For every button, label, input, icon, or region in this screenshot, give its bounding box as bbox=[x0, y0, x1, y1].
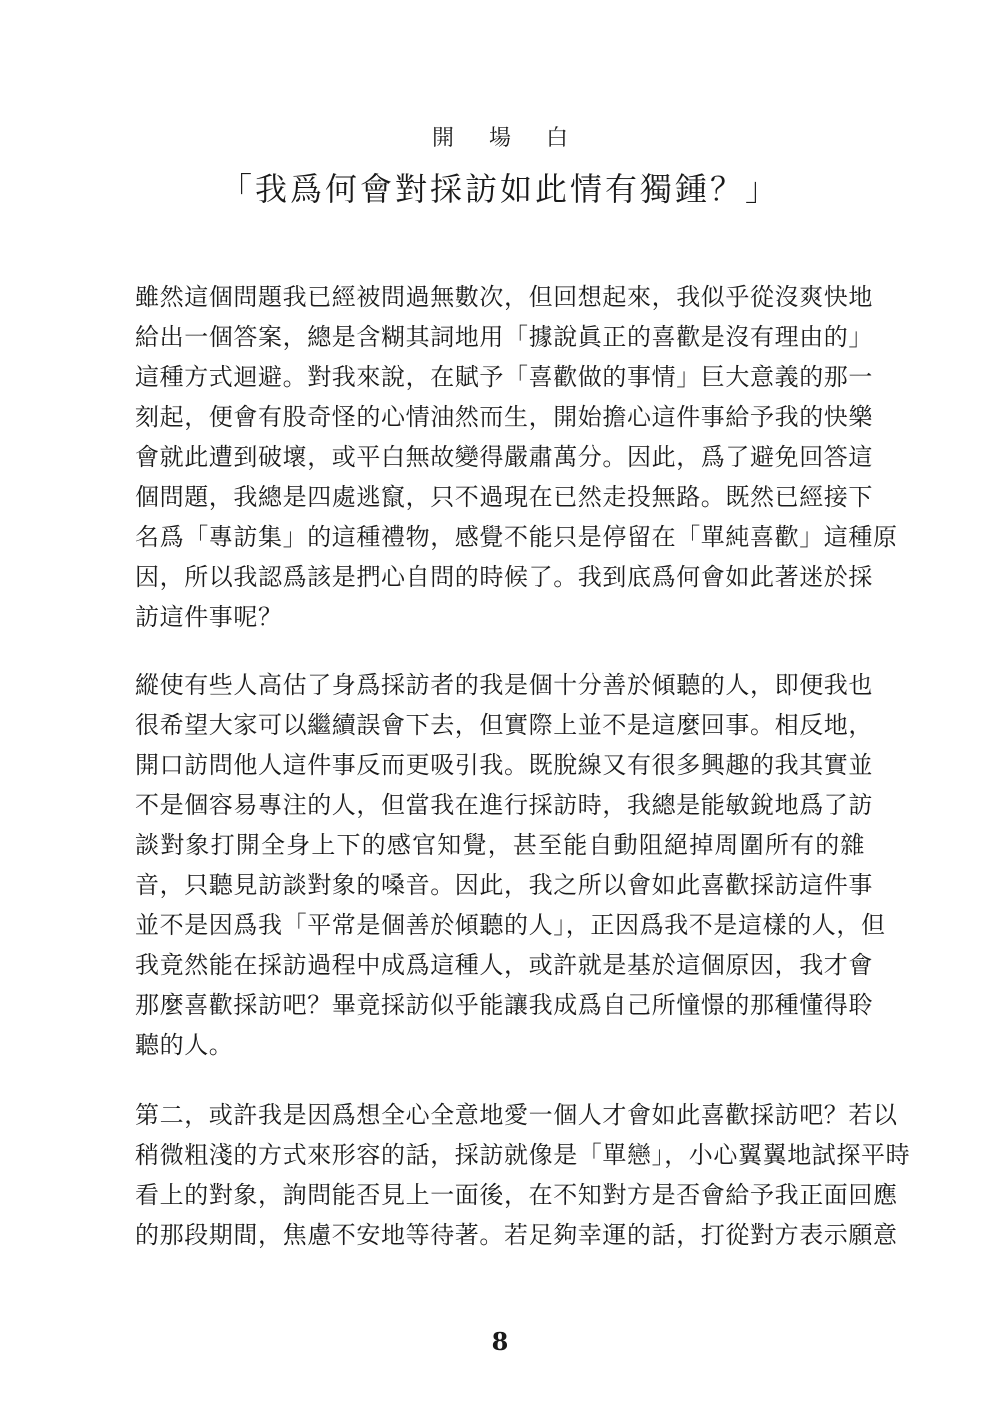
text-line: 給出一個答案，總是含糊其詞地用「據說眞正的喜歡是沒有理由的」 bbox=[135, 323, 873, 351]
text-line: 縱使有些人高估了身爲採訪者的我是個十分善於傾聽的人，即便我也 bbox=[135, 671, 873, 699]
text-line: 刻起，便會有股奇怪的心情油然而生，開始擔心這件事給予我的快樂 bbox=[135, 403, 873, 431]
text-line: 音，只聽見訪談對象的嗓音。因此，我之所以會如此喜歡採訪這件事 bbox=[135, 871, 873, 899]
text-line: 並不是因爲我「平常是個善於傾聽的人」，正因爲我不是這樣的人，但 bbox=[135, 911, 886, 939]
text-line: 很希望大家可以繼續誤會下去，但實際上並不是這麼回事。相反地， bbox=[135, 711, 873, 739]
text-line: 會就此遭到破壞，或平白無故變得嚴肅萬分。因此，爲了避免回答這 bbox=[135, 443, 873, 471]
text-line: 訪這件事呢？ bbox=[135, 603, 283, 631]
text-line: 雖然這個問題我已經被問過無數次，但回想起來，我似乎從沒爽快地 bbox=[135, 283, 873, 311]
paragraph-2 bbox=[135, 665, 886, 1065]
text-line: 第二，或許我是因爲想全心全意地愛一個人才會如此喜歡採訪吧？若以 bbox=[135, 1101, 898, 1129]
text-line: 那麼喜歡採訪吧？畢竟採訪似乎能讓我成爲自己所憧憬的那種懂得聆 bbox=[135, 991, 873, 1019]
text-line: 因，所以我認爲該是捫心自問的時候了。我到底爲何會如此著迷於採 bbox=[135, 563, 873, 591]
text-line: 名爲「專訪集」的這種禮物，感覺不能只是停留在「單純喜歡」這種原 bbox=[135, 523, 898, 551]
text-line: 的那段期間，焦慮不安地等待著。若足夠幸運的話，打從對方表示願意 bbox=[135, 1221, 898, 1249]
page-number: 8 bbox=[491, 1327, 509, 1356]
text-line: 我竟然能在採訪過程中成爲這種人，或許就是基於這個原因，我才會 bbox=[135, 951, 873, 979]
chapter-title: 「我爲何會對採訪如此情有獨鍾？」 bbox=[219, 170, 780, 208]
text-line: 這種方式迴避。對我來說，在賦予「喜歡做的事情」巨大意義的那一 bbox=[135, 363, 873, 391]
paragraph-3 bbox=[135, 1095, 911, 1255]
text-line: 個問題，我總是四處逃竄，只不過現在已然走投無路。既然已經接下 bbox=[135, 483, 873, 511]
text-line: 談對象打開全身上下的感官知覺，甚至能自動阻絕掉周圍所有的雜 bbox=[135, 831, 865, 859]
text-line: 不是個容易專注的人，但當我在進行採訪時，我總是能敏銳地爲了訪 bbox=[135, 791, 873, 819]
text-line: 開口訪問他人這件事反而更吸引我。既脫線又有很多興趣的我其實並 bbox=[135, 751, 873, 779]
text-line: 稍微粗淺的方式來形容的話，採訪就像是「單戀」，小心翼翼地試探平時 bbox=[135, 1141, 911, 1169]
paragraph-1 bbox=[135, 277, 898, 637]
text-line: 聽的人。 bbox=[135, 1031, 234, 1059]
text-line: 看上的對象，詢問能否見上一面後，在不知對方是否會給予我正面回應 bbox=[135, 1181, 898, 1209]
chapter-label: 開 場 白 bbox=[432, 126, 582, 151]
